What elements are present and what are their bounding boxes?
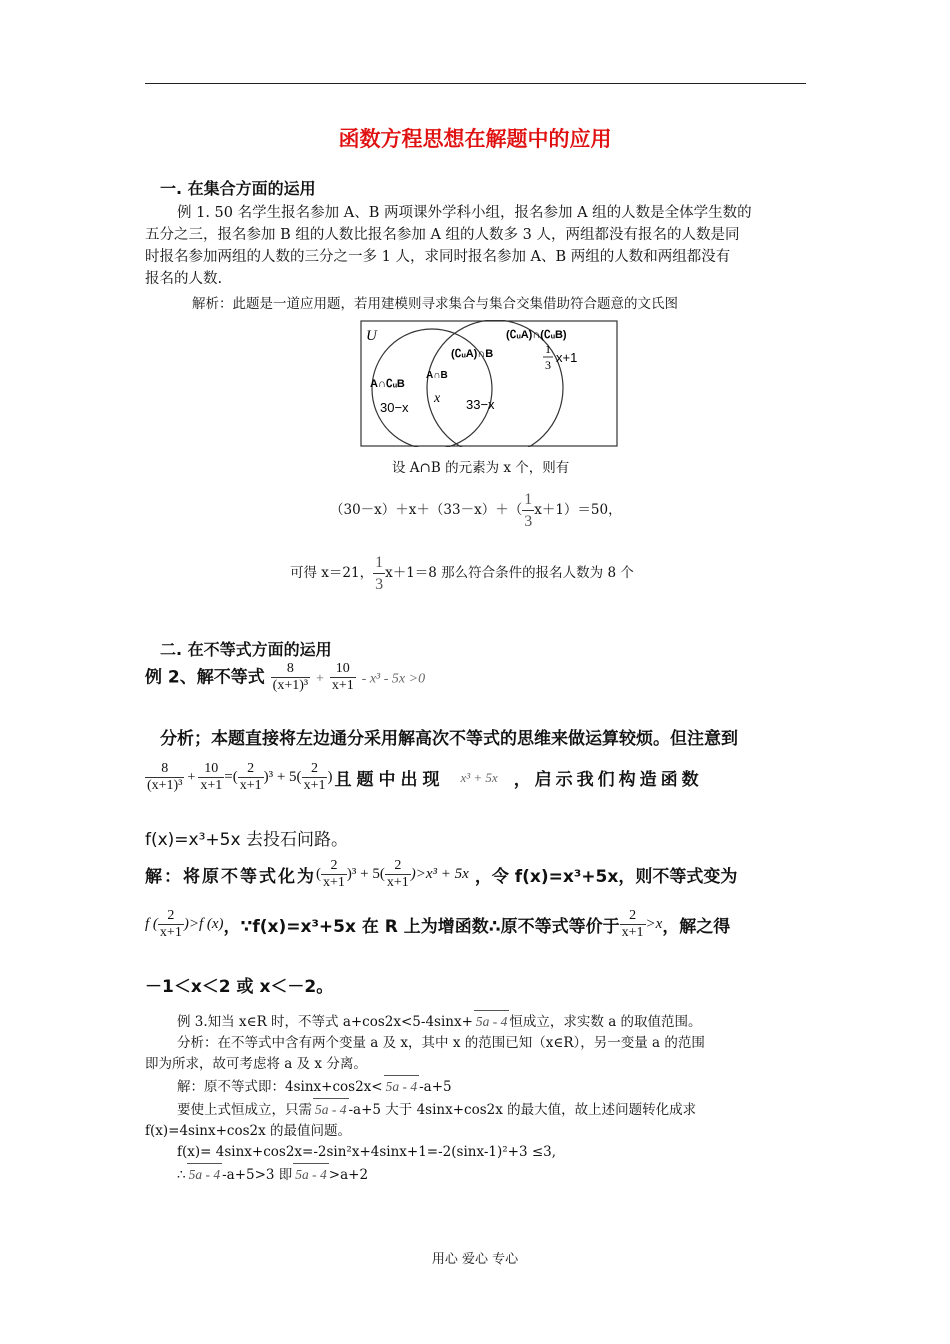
ex2-f1-num: 8 — [271, 661, 310, 678]
ex1-line: 时报名参加两组的人数的三分之一多 1 人，求同时报名参加 A、B 两组的人数和两组都没有 — [145, 249, 731, 265]
solution2-line1 — [145, 858, 737, 891]
section2-heading: 二. 在不等式方面的运用 — [160, 640, 332, 659]
ana-f4-den: x+1 — [303, 778, 326, 793]
sol-text4: ，解之得 — [662, 917, 731, 937]
sqrt-expression: 5a - 4 — [293, 1163, 329, 1185]
ex2-fraction-1 — [271, 661, 310, 694]
ana-f2-num: 10 — [198, 761, 224, 778]
solution2-answer: －1＜x＜2 或 x＜－2。 — [145, 977, 334, 997]
ana-fraction-2 — [198, 761, 224, 794]
sol-fraction-2 — [385, 858, 411, 891]
outside-label: (∁ᵤA)∩(∁ᵤB) — [506, 329, 567, 341]
ana-f1-num: 8 — [145, 761, 184, 778]
equation-line — [330, 489, 622, 532]
ana-eq: =( — [224, 769, 238, 785]
ex3-analysis1: 分析：在不等式中含有两个变量 a 及 x，其中 x 的范围已知（x∈R），另一变量 a 的范围 — [177, 1035, 705, 1051]
ana-expr: x³ + 5x — [460, 769, 498, 785]
sol-open: ( — [316, 866, 321, 882]
sqrt-expression: 5a - 4 — [187, 1163, 223, 1185]
sqrt-expression: 5a - 4 — [313, 1098, 349, 1120]
sqrt-expression: 5a - 4 — [474, 1010, 510, 1032]
ex3-line1 — [145, 1010, 815, 1033]
example3-block — [145, 1010, 815, 1186]
ex3-analysis2: 即为所求，故可考虑将 a 及 x 分离。 — [145, 1056, 367, 1072]
sol-label: 解：将原不等式化为 — [145, 867, 316, 887]
mid-region-value: x — [434, 391, 441, 406]
left-region-value: 30−x — [380, 400, 409, 415]
ex2-f2-num: 10 — [330, 661, 356, 678]
ex3-sol2 — [145, 1098, 815, 1121]
sol-f4-den: x+1 — [621, 925, 644, 940]
mid-region-label: A∩B — [426, 370, 448, 381]
sol-fraction-1 — [321, 858, 347, 891]
ana-mid: )³ + 5( — [263, 769, 302, 785]
ana-fraction-3 — [238, 761, 264, 794]
analysis2-line1: 分析；本题直接将左边通分采用解高次不等式的思维来做运算较烦。但注意到 — [160, 729, 738, 749]
sol-gt: )>x³ + 5x — [410, 866, 469, 882]
section1-heading: 一. 在集合方面的运用 — [160, 179, 316, 198]
eq-num: 1 — [522, 489, 534, 511]
solution2-line2 — [145, 908, 730, 941]
example2-line: 例 2、解不等式 $\frac{8}{\text{(x+1)³}}$ + $\frac{10}{x+1}$ - x³ - 5x >0 — [145, 661, 426, 693]
sol-mid: )³ + 5( — [346, 866, 385, 882]
sol-f1-num: 2 — [321, 858, 347, 875]
ex3-line1-b: 恒成立，求实数 a 的取值范围。 — [509, 1014, 702, 1030]
outside-den: 3 — [545, 358, 551, 372]
sol-text3: ，∵f(x)=x³+5x 在 R 上为增函数∴原不等式等价于 — [223, 917, 620, 937]
ex3-sol5-a: ∴ — [177, 1167, 186, 1183]
ex3-sol5 — [145, 1163, 815, 1186]
ana-f2-den: x+1 — [200, 778, 223, 793]
sol-f1-den: x+1 — [323, 875, 345, 890]
eq-fraction — [522, 489, 534, 532]
header-rule — [145, 83, 806, 84]
ana-f4-num: 2 — [302, 761, 328, 778]
sol-fraction-4 — [620, 908, 646, 941]
ex3-sol5-b: -a+5>3 即 — [222, 1167, 293, 1183]
sqrt-expression: 5a - 4 — [384, 1075, 420, 1097]
sol-fraction-3 — [158, 908, 184, 941]
eq-right: x＋1）＝50， — [534, 502, 622, 518]
example1-text — [145, 202, 815, 290]
ex1-line: 报名的人数. — [145, 271, 223, 287]
sol-text2: ，令 f(x)=x³+5x，则不等式变为 — [474, 867, 738, 887]
res-right: x＋1＝8 那么符合条件的报名人数为 8 个 — [385, 565, 634, 581]
sol-f2-num: 2 — [385, 858, 411, 875]
ex2-tail: - x³ - 5x >0 — [361, 671, 426, 687]
ex3-sol3: f(x)=4sinx+cos2x 的最值问题。 — [145, 1123, 352, 1139]
outside-num: 1 — [545, 342, 551, 356]
sol-f3-num: 2 — [158, 908, 184, 925]
eq-left: （30－x）＋x＋（33－x）＋（ — [330, 502, 523, 518]
res-fraction — [373, 552, 385, 595]
ana-close: ) — [327, 769, 333, 785]
ana-f1-den: (x+1)³ — [147, 778, 183, 793]
ex2-fraction-2 — [330, 661, 356, 694]
ex2-f1-den: (x+1)³ — [272, 678, 309, 693]
analysis2-line2: $\frac{8}{\text{(x+1)³}}$ + $\frac{10}{x+1}$ =( $\frac{2}{x+1}$ )³ + 5( $\frac{2}{x+1}$ ) 且题中出现 x³ + 5x ，启示我们构造函数 — [147, 761, 703, 793]
ex3-sol5-c: >a+2 — [328, 1167, 369, 1183]
ana-f3-den: x+1 — [239, 778, 262, 793]
sol-gt2: >x — [645, 916, 663, 932]
page-title: 函数方程思想在解题中的应用 — [338, 126, 612, 151]
sol-f4-num: 2 — [620, 908, 646, 925]
sol-f3-den: x+1 — [159, 925, 182, 940]
ex2-label: 例 2、解不等式 — [145, 667, 265, 688]
page-footer: 用心 爱心 专心 — [431, 1252, 519, 1267]
ana-f3-num: 2 — [238, 761, 264, 778]
result-line — [290, 552, 634, 595]
universe-label: U — [366, 328, 377, 344]
res-left: 可得 x＝21， — [290, 565, 374, 581]
right-region-value: 33−x — [466, 397, 495, 412]
ex1-line: 例 1. 50 名学生报名参加 A、B 两项课外学科小组，报名参加 A 组的人数是全体学生数的 — [177, 205, 752, 221]
right-region-label: (∁ᵤA)∩B — [451, 348, 494, 360]
res-den: 3 — [375, 576, 384, 593]
ex1-line: 五分之三，报名参加 B 组的人数比报名参加 A 组的人数多 3 人，两组都没有报名的人数是同 — [145, 227, 740, 243]
sol-f-open: f ( — [145, 916, 158, 932]
ex3-line1-a: 例 3.知当 x∈R 时，不等式 a+cos2x<5-4sinx+ — [177, 1014, 473, 1030]
left-region-label: A∩∁ᵤB — [370, 378, 405, 390]
ex3-sol1-a: 解：原不等式即：4sinx+cos2x< — [177, 1079, 383, 1095]
ana-text2: 且题中出现 — [334, 770, 445, 790]
sol-f2-den: x+1 — [386, 875, 409, 890]
ex3-sol1 — [145, 1075, 815, 1098]
set-line: 设 A∩B 的元素为 x 个，则有 — [392, 460, 570, 476]
ex2-f2-den: x+1 — [331, 678, 354, 693]
outside-rest: x+1 — [556, 350, 578, 365]
ex3-sol2-a: 要使上式恒成立，只需 — [177, 1102, 312, 1118]
ana-text3: ，启示我们构造函数 — [513, 770, 703, 790]
venn-diagram — [360, 320, 618, 447]
ex3-sol2-b: -a+5 大于 4sinx+cos2x 的最大值，故上述问题转化成求 — [348, 1102, 697, 1118]
ex3-sol4: f(x)= 4sinx+cos2x=-2sin²x+4sinx+1=-2(sinx-1)²+3 ≤3, — [177, 1144, 557, 1160]
eq-den: 3 — [524, 513, 533, 530]
ana-fraction-4 — [302, 761, 328, 794]
ex3-sol1-b: -a+5 — [419, 1079, 452, 1095]
sol-f-close: )>f (x) — [183, 916, 224, 932]
res-num: 1 — [373, 552, 385, 574]
analysis2-line3: f(x)=x³+5x 去投石问路。 — [145, 830, 348, 850]
ana-fraction-1 — [145, 761, 184, 794]
analysis-text: 解析：此题是一道应用题，若用建模则寻求集合与集合交集借助符合题意的文氏图 — [192, 296, 678, 312]
